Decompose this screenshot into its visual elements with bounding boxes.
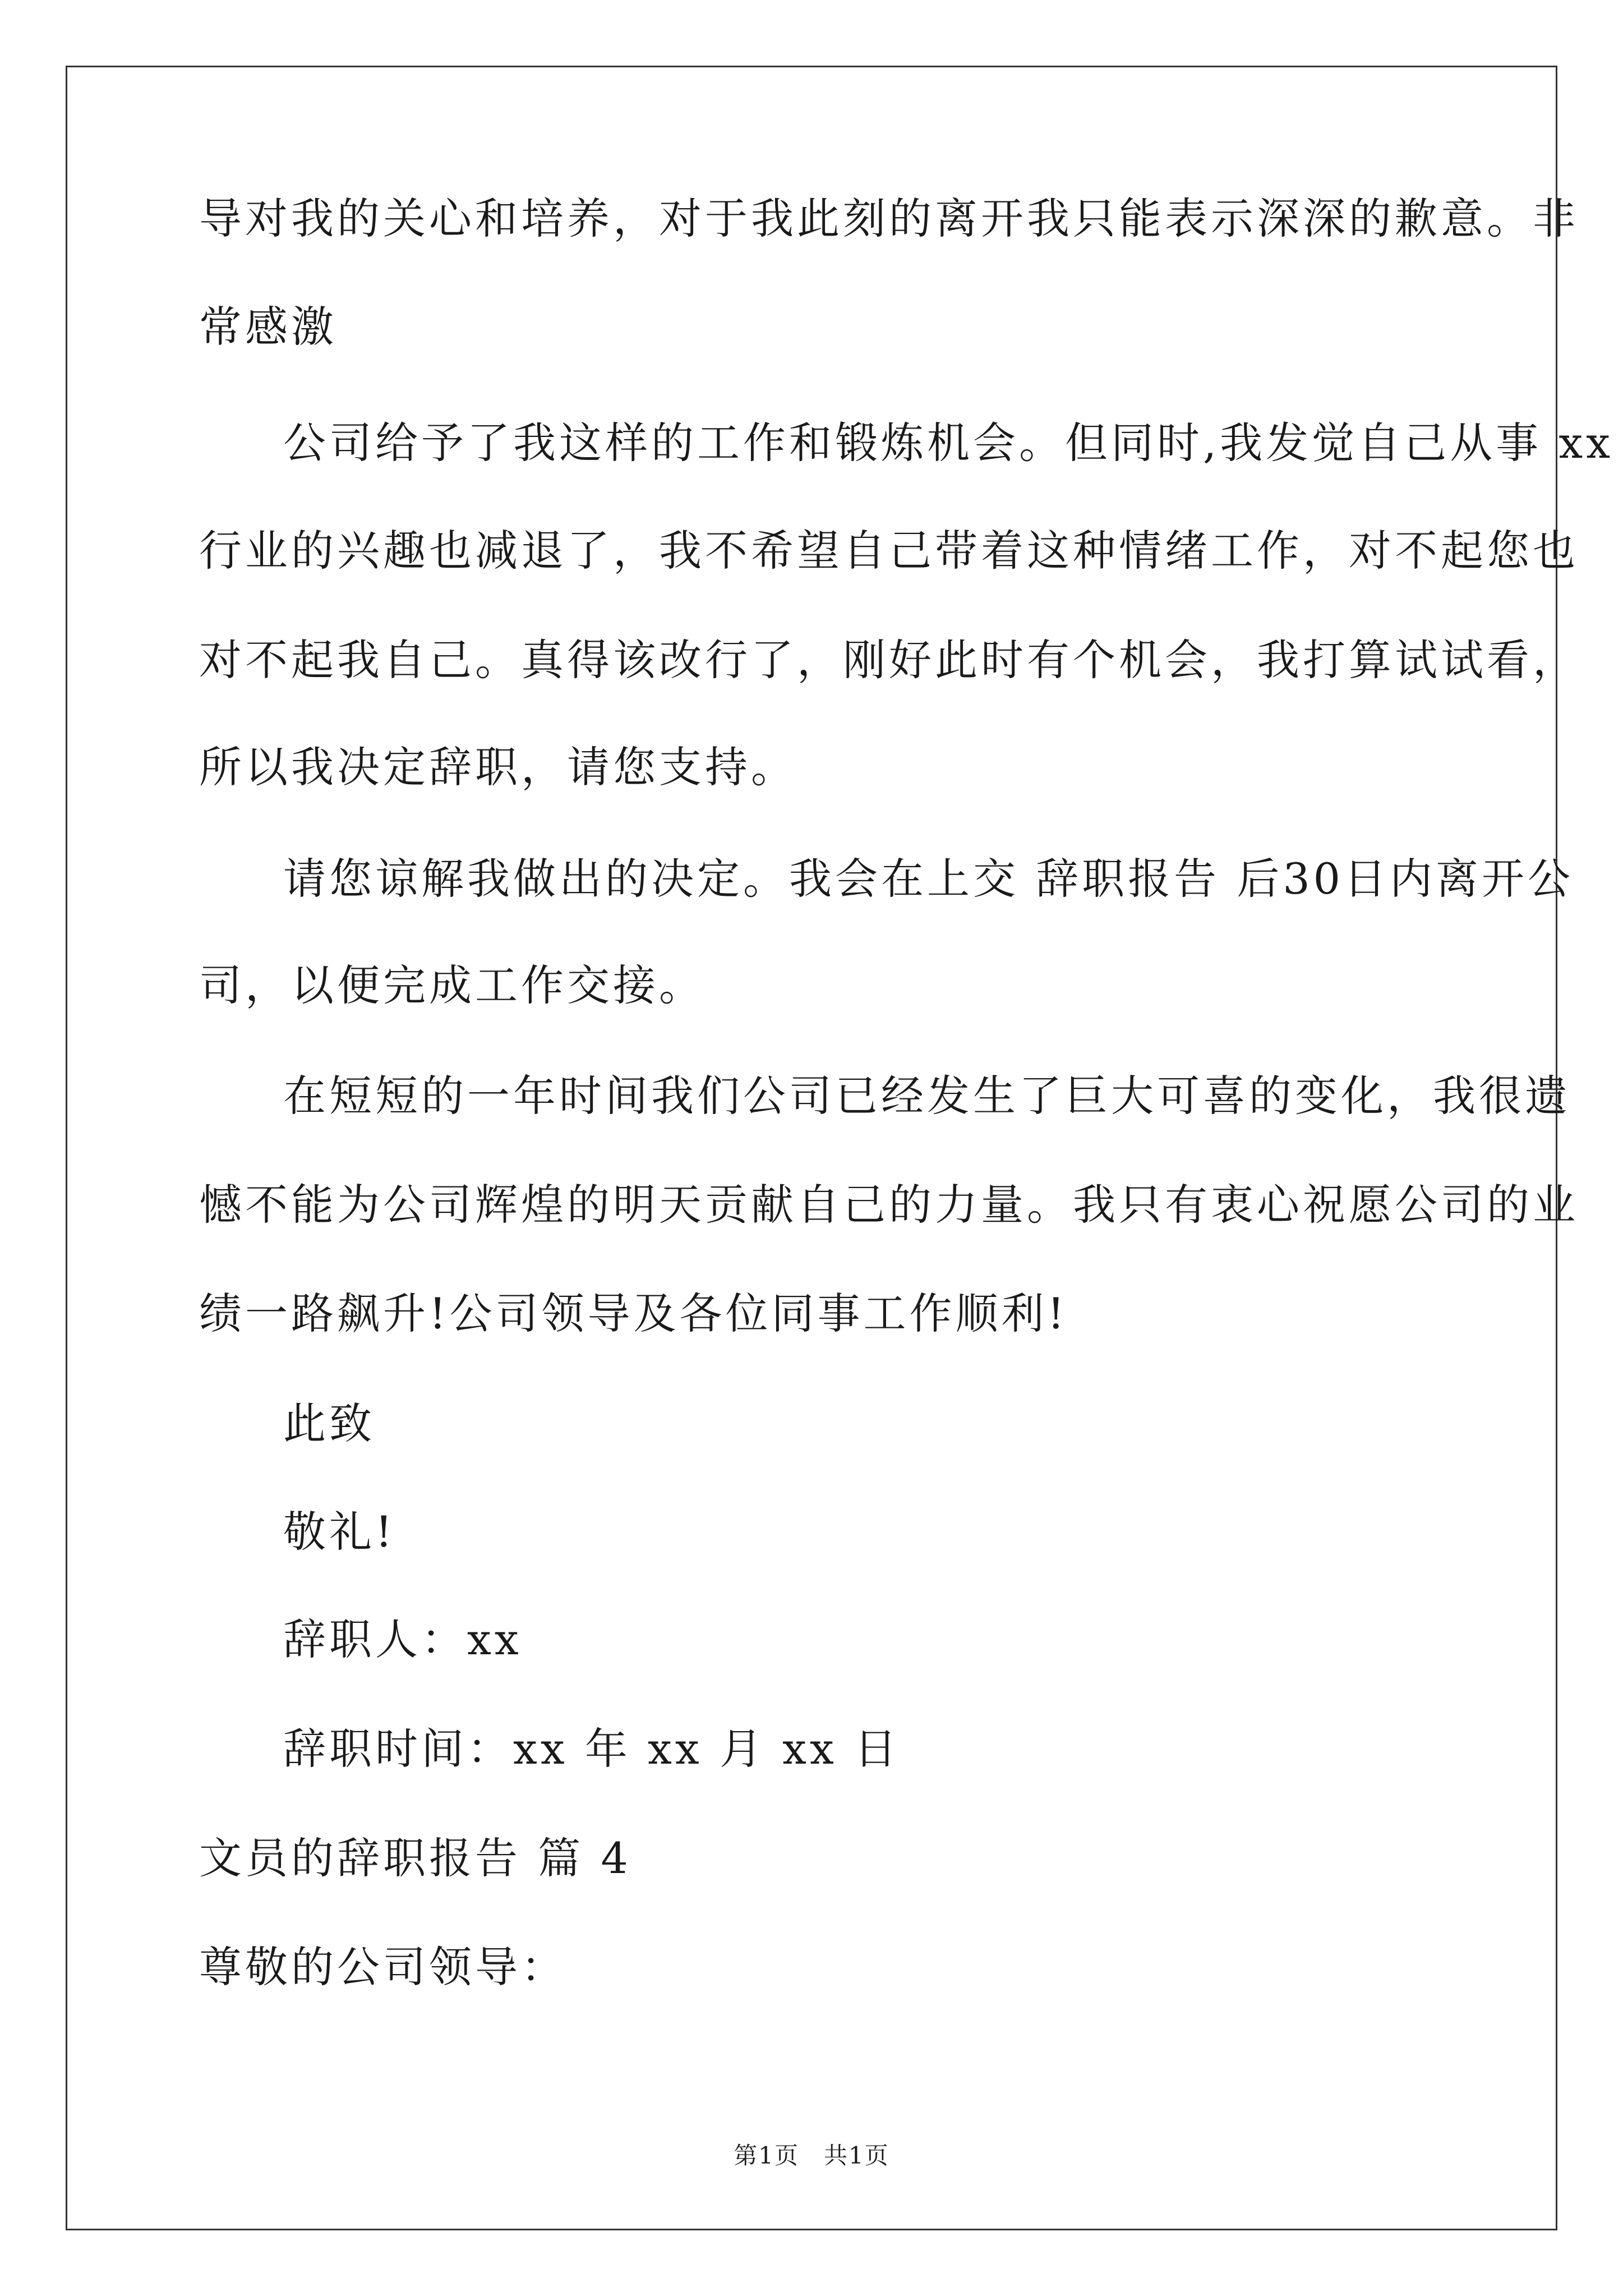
- text-line: 司，以便完成工作交接。: [199, 960, 705, 1010]
- closing-line: 敬礼!: [283, 1507, 396, 1557]
- paragraph-line: 在短短的一年时间我们公司已经发生了巨大可喜的变化，我很遗: [283, 1071, 1571, 1121]
- text-line: 所以我决定辞职，请您支持。: [199, 742, 797, 792]
- text-line: 导对我的关心和培养，对于我此刻的离开我只能表示深深的歉意。非: [199, 194, 1579, 243]
- salutation: 尊敬的公司领导：: [199, 1942, 567, 1992]
- page-footer: 第1页 共1页: [734, 2142, 889, 2169]
- text-line: 绩一路飙升!公司领导及各位同事工作顺利!: [199, 1289, 1068, 1338]
- page-border: [66, 66, 1557, 2230]
- text-line: 憾不能为公司辉煌的明天贡献自己的力量。我只有衷心祝愿公司的业: [199, 1180, 1579, 1230]
- text-line: 对不起我自己。真得该改行了，刚好此时有个机会，我打算试试看，: [199, 635, 1579, 685]
- section-heading: 文员的辞职报告 篇 4: [199, 1833, 631, 1883]
- signature-date: 辞职时间：xx 年 xx 月 xx 日: [283, 1724, 900, 1774]
- closing-line: 此致: [283, 1398, 375, 1448]
- text-line: 行业的兴趣也减退了，我不希望自己带着这种情绪工作，对不起您也: [199, 526, 1579, 576]
- paragraph-line: 请您谅解我做出的决定。我会在上交 辞职报告 后30日内离开公: [283, 854, 1574, 904]
- text-line: 常感激: [199, 302, 337, 352]
- signature-name: 辞职人：xx: [283, 1614, 522, 1664]
- paragraph-line: 公司给予了我这样的工作和锻炼机会。但同时,我发觉自己从事 xx: [283, 418, 1614, 468]
